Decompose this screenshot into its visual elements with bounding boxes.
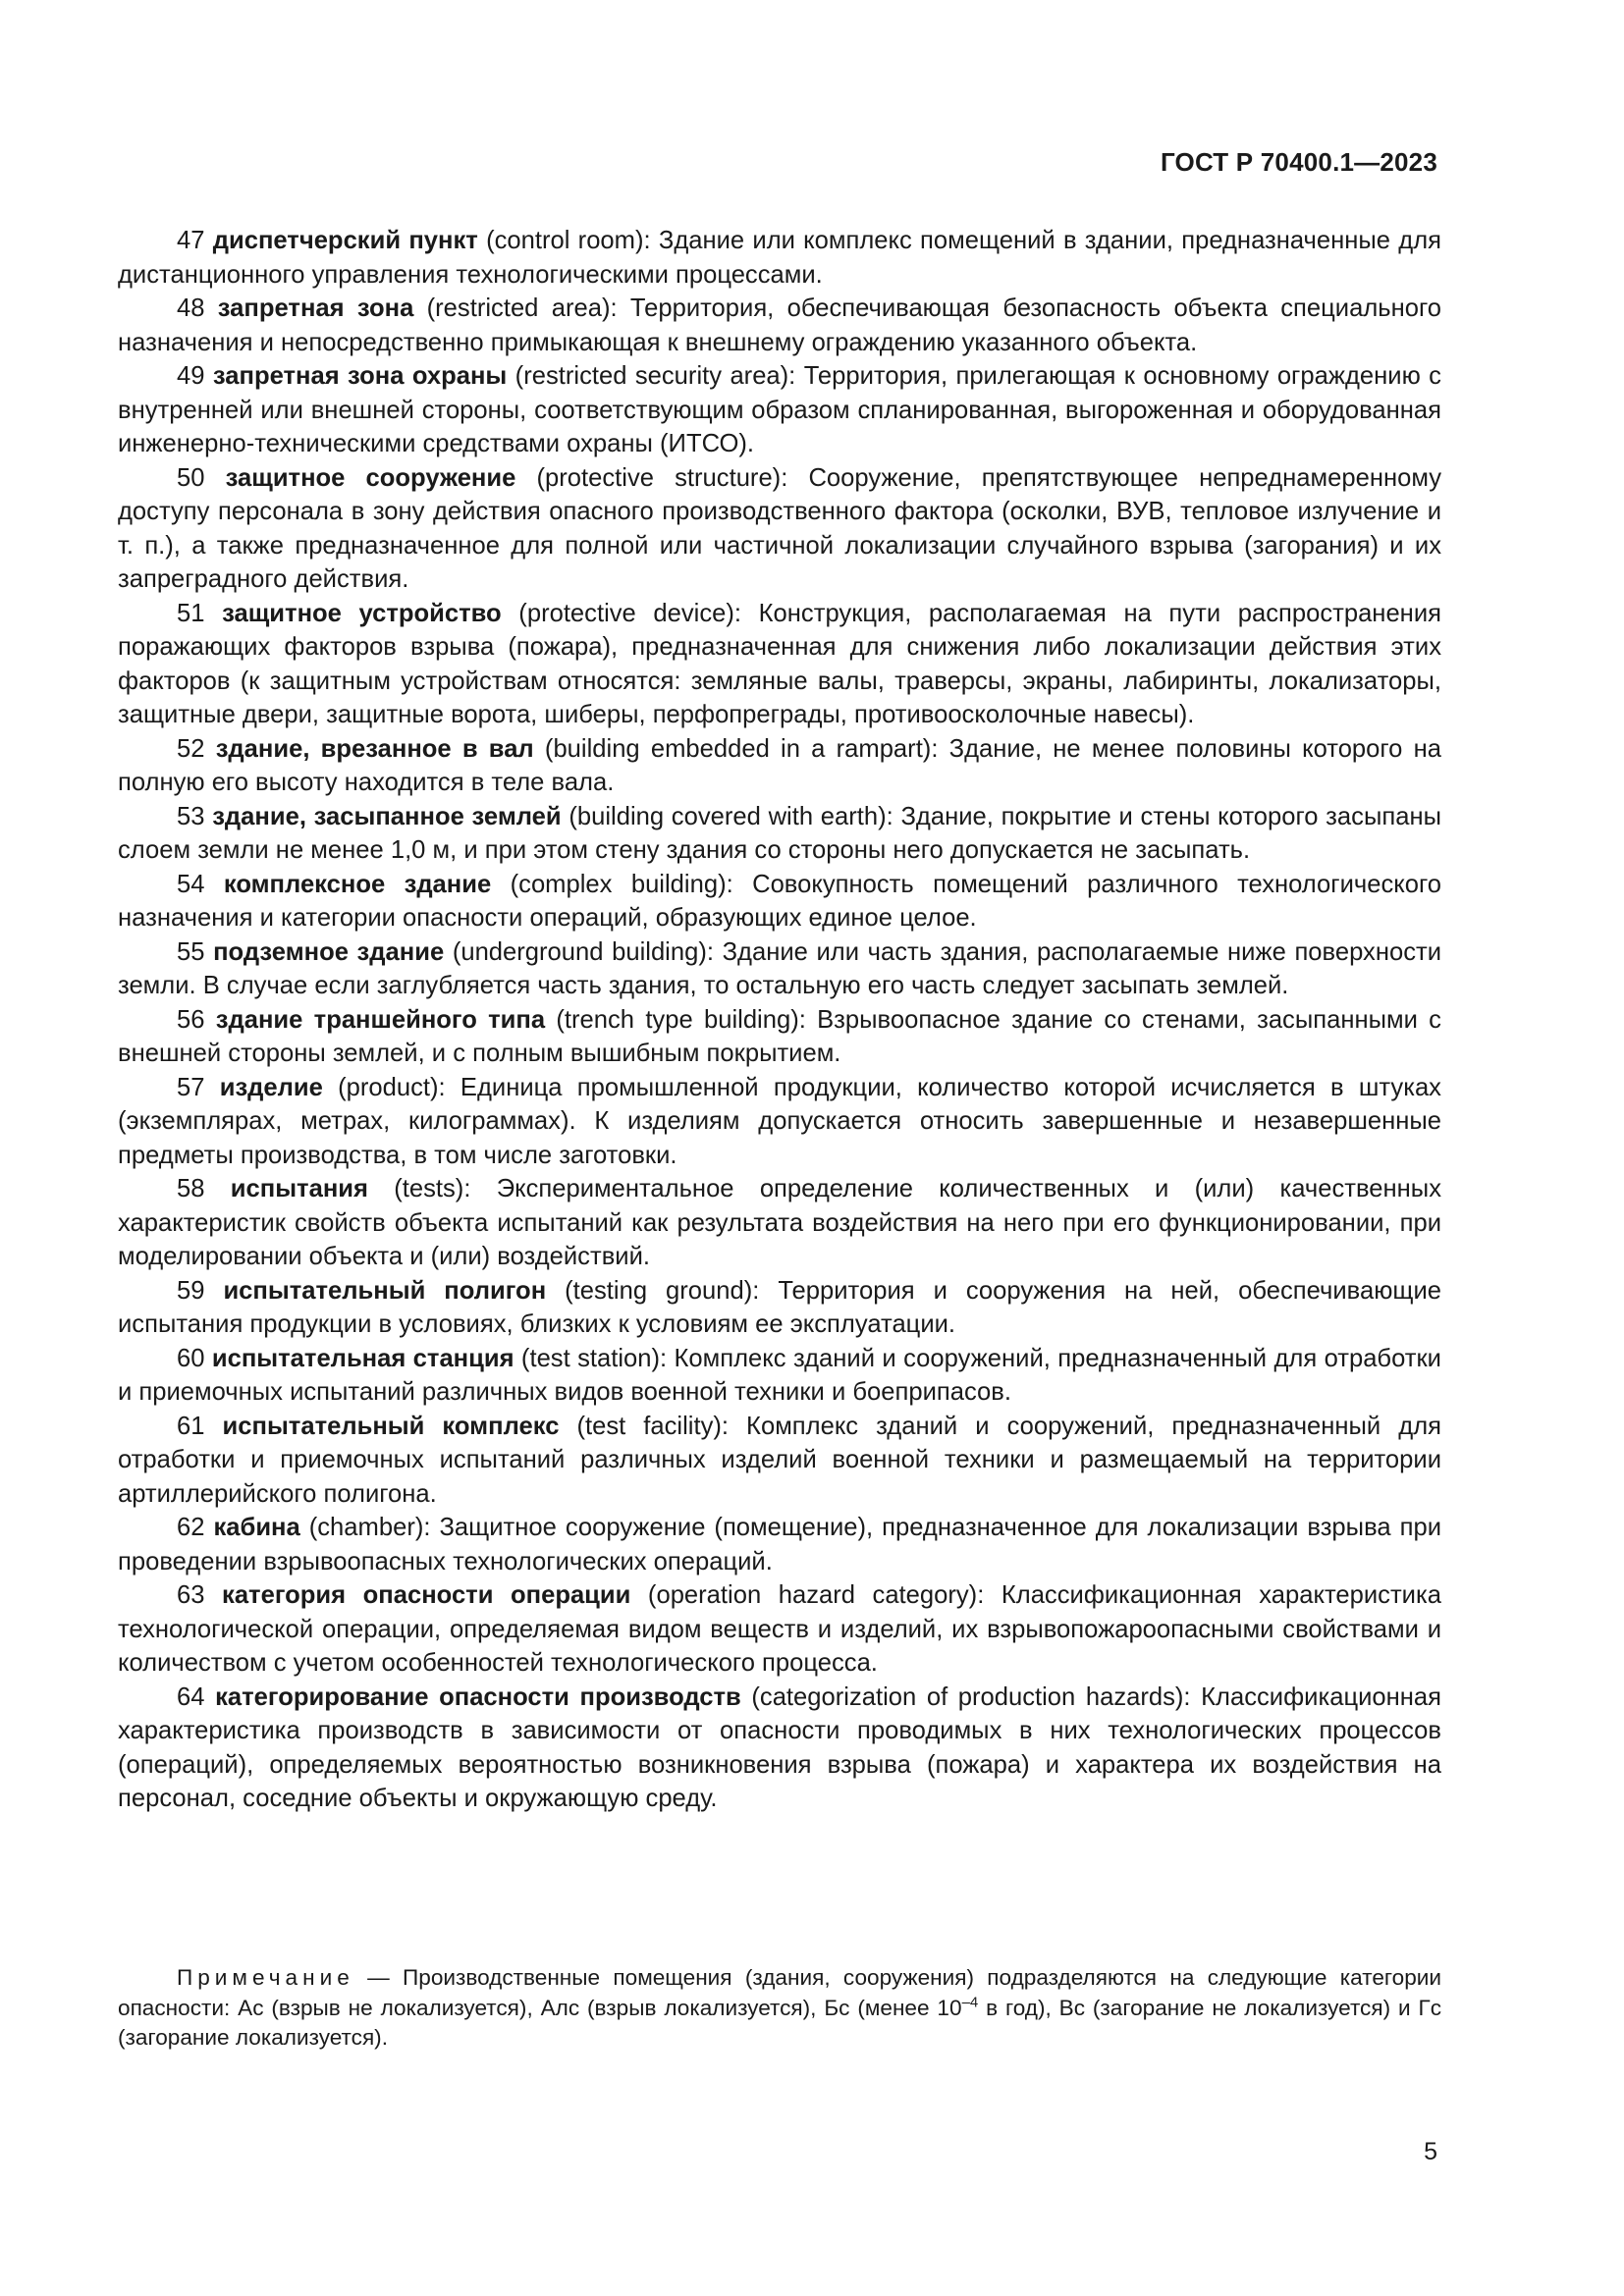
term-definition: (control room): Здание или комплекс помещений в здании, предназначенные для дистанционного управления технологическими процессами. bbox=[118, 227, 1441, 289]
term-number: 53 bbox=[177, 802, 205, 830]
term-definition: (restricted area): Территория, обеспечивающая безопасность объекта специального назначения и непосредственно примыкающая к внешнему ограждению указанного объекта. bbox=[118, 294, 1441, 356]
term-entry bbox=[118, 800, 1441, 868]
term-entry bbox=[118, 732, 1441, 800]
term-definition: (chamber): Защитное сооружение (помещение), предназначенное для локализации взрыва при проведении взрывоопасных технологических операций. bbox=[118, 1514, 1441, 1575]
term-number: 50 bbox=[177, 463, 205, 492]
term-number: 49 bbox=[177, 362, 205, 390]
term-number: 48 bbox=[177, 294, 205, 322]
term-entry bbox=[118, 868, 1441, 935]
term-entry bbox=[118, 292, 1441, 359]
term-name: категорирование опасности производств bbox=[215, 1682, 741, 1711]
term-entry bbox=[118, 1511, 1441, 1578]
term-number: 54 bbox=[177, 870, 205, 898]
term-definition: (protective structure): Сооружение, препятствующее непреднамеренному доступу персонала в зону действия опасного производственного фактора (осколки, ВУВ, тепловое излучение и т. п.), а также предназначенное для полной или частичной локализации случайного взрыва (загорания) и их запреградного действия. bbox=[118, 463, 1441, 593]
term-definition: (restricted security area): Территория, прилегающая к основному ограждению с внутренней или внешней стороны, соответствующим образом спланированная, выгороженная и оборудованная инженерно-техническими средствами охраны (ИТСО). bbox=[118, 362, 1441, 457]
term-number: 62 bbox=[177, 1514, 205, 1541]
term-number: 63 bbox=[177, 1581, 205, 1609]
term-name: диспетчерский пункт bbox=[212, 227, 478, 254]
term-number: 55 bbox=[177, 937, 205, 966]
term-number: 51 bbox=[177, 599, 205, 627]
term-definition: (test station): Комплекс зданий и сооружений, предназначенный для отработки и приемочных испытаний различных видов военной техники и боеприпасов. bbox=[118, 1344, 1441, 1406]
term-number: 57 bbox=[177, 1073, 205, 1101]
note-superscript: –4 bbox=[961, 1993, 979, 2010]
term-number: 52 bbox=[177, 734, 205, 763]
term-definition: (trench type building): Взрывоопасное здание со стенами, засыпанными с внешней стороны землей, и с полным вышибным покрытием. bbox=[118, 1005, 1441, 1067]
term-number: 59 bbox=[177, 1276, 205, 1305]
term-entry bbox=[118, 1578, 1441, 1681]
term-number: 58 bbox=[177, 1175, 205, 1202]
term-number: 47 bbox=[177, 227, 205, 254]
term-entry bbox=[118, 1342, 1441, 1410]
page-number: 5 bbox=[1424, 2138, 1437, 2165]
term-name: защитное сооружение bbox=[225, 463, 516, 492]
document-number-header: ГОСТ Р 70400.1—2023 bbox=[1160, 147, 1437, 177]
term-entry bbox=[118, 461, 1441, 597]
term-definition: (building covered with earth): Здание, покрытие и стены которого засыпаны слоем земли не менее 1,0 м, и при этом стену здания со стороны него допускается не засыпать. bbox=[118, 802, 1441, 864]
term-definition: (product): Единица промышленной продукции, количество которой исчисляется в штуках (экземплярах, метрах, килограммах). К изделиям допускается относить завершенные и незавершенные предметы производства, в том числе заготовки. bbox=[118, 1073, 1441, 1169]
term-entry bbox=[118, 1172, 1441, 1274]
term-name: здание, засыпанное землей bbox=[212, 802, 562, 830]
term-definition: (testing ground): Территория и сооружения на ней, обеспечивающие испытания продукции в условиях, близких к условиям ее эксплуатации. bbox=[118, 1276, 1441, 1338]
note-paragraph bbox=[118, 1963, 1441, 2054]
term-name: здание, врезанное в вал bbox=[215, 734, 534, 763]
term-name: запретная зона bbox=[217, 294, 414, 322]
note-text-before: — Производственные помещения (здания, сооружения) подразделяются на следующие категории опасности: Ас (взрыв не локализуется), Алс (взрыв локализуется), Бс (менее 10 bbox=[118, 1965, 1441, 2020]
term-number: 56 bbox=[177, 1005, 205, 1034]
term-definition: (categorization of production hazards): Классификационная характеристика производств в зависимости от опасности проводимых в них технологических процессов (операций), определяемых вероятностью возникновения взрыва (пожара) и характера их воздействия на персонал, соседние объекты и окружающую среду. bbox=[118, 1682, 1441, 1812]
term-definition: (test facility): Комплекс зданий и сооружений, предназначенный для отработки и приемочных испытаний различных изделий военной техники и размещаемый на территории артиллерийского полигона. bbox=[118, 1412, 1441, 1508]
term-name: комплексное здание bbox=[223, 870, 492, 898]
term-definition: (underground building): Здание или часть здания, располагаемые ниже поверхности земли. В случае если заглубляется часть здания, то остальную его часть следует засыпать землей. bbox=[118, 937, 1442, 999]
term-definition: (building embedded in a rampart): Здание, не менее половины которого на полную его высоту находится в теле вала. bbox=[118, 734, 1441, 796]
term-entry bbox=[118, 1681, 1441, 1816]
term-entry bbox=[118, 224, 1441, 292]
term-entry bbox=[118, 1274, 1441, 1342]
term-name: испытательный полигон bbox=[223, 1276, 547, 1305]
term-name: защитное устройство bbox=[222, 599, 502, 627]
term-entry bbox=[118, 1410, 1441, 1512]
term-definition: (operation hazard category): Классификационная характеристика технологической операции, определяемая видом веществ и изделий, их взрывопожароопасными свойствами и количеством с учетом особенностей технологического процесса. bbox=[118, 1581, 1441, 1677]
note-text-after: в год), Вс (загорание не локализуется) и Гс (загорание локализуется). bbox=[118, 1995, 1441, 2050]
term-definition: (complex building): Совокупность помещений различного технологического назначения и категории опасности операций, образующих единое целое. bbox=[118, 870, 1441, 932]
term-name: запретная зона охраны bbox=[212, 362, 508, 390]
term-definition: (protective device): Конструкция, располагаемая на пути распространения поражающих факторов взрыва (пожара), предназначенная для снижения либо локализации действия этих факторов (к защитным устройствам относятся: земляные валы, траверсы, экраны, лабиринты, локализаторы, защитные двери, защитные ворота, шиберы, перфопреграды, противоосколочные навесы). bbox=[118, 599, 1441, 728]
term-name: испытательная станция bbox=[211, 1344, 514, 1372]
term-name: здание траншейного типа bbox=[215, 1005, 546, 1034]
term-entry bbox=[118, 597, 1441, 732]
term-entry bbox=[118, 1003, 1441, 1071]
term-entry bbox=[118, 359, 1441, 461]
term-name: испытания bbox=[230, 1175, 368, 1202]
term-name: подземное здание bbox=[213, 937, 445, 966]
term-name: категория опасности операции bbox=[222, 1581, 631, 1609]
term-number: 60 bbox=[177, 1344, 205, 1372]
note-label: Примечание bbox=[177, 1965, 354, 1990]
term-name: изделие bbox=[219, 1073, 323, 1101]
term-number: 61 bbox=[177, 1412, 205, 1440]
term-definition: (tests): Экспериментальное определение количественных и (или) качественных характеристик свойств объекта испытаний как результата воздействия на него при его функционировании, при моделировании объекта и (или) воздействий. bbox=[118, 1175, 1441, 1270]
term-number: 64 bbox=[177, 1682, 205, 1711]
term-entry bbox=[118, 1071, 1441, 1173]
terms-list bbox=[118, 224, 1441, 1816]
term-name: испытательный комплекс bbox=[222, 1412, 560, 1440]
term-entry bbox=[118, 935, 1441, 1003]
term-name: кабина bbox=[213, 1514, 300, 1541]
